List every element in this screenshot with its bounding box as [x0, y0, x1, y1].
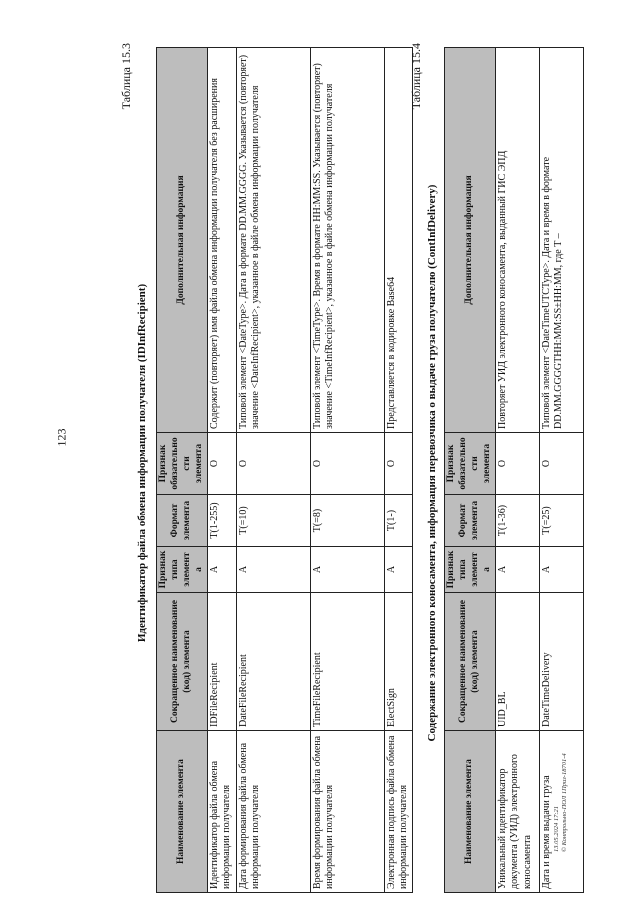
table-cell: Дата и время выдачи груза — [539, 731, 583, 893]
header-cell: Наименование элемента — [445, 731, 496, 893]
table-cell: Типовой элемент <DateTimeUTCType>. Дата и время в формате DD.MM.GGGGTHH:MM:SS±HH:MM, где T – — [539, 48, 583, 433]
header-cell: Признак обязательности элемента — [157, 433, 208, 495]
table-cell: IDFileRecipient — [207, 593, 236, 731]
table-cell: Типовой элемент <DateType>. Дата в формате DD.MM.GGGG. Указывается (повторяет) значение <DateInfRecipient>, указанное в файле обмена информации получателя — [236, 48, 310, 433]
table-cell: UID_BL — [495, 593, 539, 731]
table-number: Таблица 15.4 — [409, 43, 423, 110]
header-cell: Дополнительная информация — [157, 48, 208, 433]
table-header-row — [157, 48, 208, 893]
table-cell: Представляется в кодировке Base64 — [384, 48, 412, 433]
header-cell: Признак типа элемента — [157, 547, 208, 593]
header-cell: Сокращенное наименование (код) элемента — [157, 593, 208, 731]
table-cell: DateFileRecipient — [236, 593, 310, 731]
table-row — [310, 48, 384, 893]
header-cell: Признак обязательности элемента — [445, 433, 496, 495]
table-row — [207, 48, 236, 893]
table-row — [495, 48, 539, 893]
table-row — [236, 48, 310, 893]
table-cell: T(=25) — [539, 495, 583, 547]
table-cell: Электронная подпись файла обмена информации получателя — [384, 731, 412, 893]
table-cell: T(1-255) — [207, 495, 236, 547]
stamp-text: © Контрольно-ПОЛ 1Приз-18701-4 — [561, 753, 569, 852]
header-cell: Формат элемента — [157, 495, 208, 547]
table-cell: O — [236, 433, 310, 495]
table-cell: T(=10) — [236, 495, 310, 547]
table-number: Таблица 15.3 — [119, 43, 133, 110]
table-cell: Типовой элемент <TimeType>. Время в формате HH:MM:SS. Указывается (повторяет) значение <TimeInfRecipient>, указанное в файле обмена информации получателя — [310, 48, 384, 433]
stamp-date: 13.05.2024 17:21 — [553, 805, 560, 852]
table-cell: A — [310, 547, 384, 593]
table-cell: O — [384, 433, 412, 495]
table-cell: Время формирования файла обмена информации получателя — [310, 731, 384, 893]
table-cell: Содержит (повторяет) имя файла обмена информации получателя без расширения — [207, 48, 236, 433]
header-cell: Сокращенное наименование (код) элемента — [445, 593, 496, 731]
table-15-3 — [156, 47, 413, 893]
table-caption: Идентификатор файла обмена информации получателя (IDInfRecipient) — [136, 283, 148, 643]
page-number: 123 — [54, 428, 69, 447]
table-15-4 — [444, 47, 584, 893]
header-cell: Признак типа элемента — [445, 547, 496, 593]
table-cell: O — [207, 433, 236, 495]
table-cell: Идентификатор файла обмена информации получателя — [207, 731, 236, 893]
table-row — [539, 48, 583, 893]
table-15-4-section — [408, 33, 584, 893]
table-cell: DateTimeDelivery — [539, 593, 583, 731]
table-cell: A — [384, 547, 412, 593]
table-cell: O — [495, 433, 539, 495]
table-cell: Уникальный идентификатор документа (УИД) электронного коносамента — [495, 731, 539, 893]
table-cell: A — [539, 547, 583, 593]
table-header-row — [445, 48, 496, 893]
table-cell: Повторяет УИД электронного коносамента, выданный ГИС ЭПД — [495, 48, 539, 433]
table-cell: A — [207, 547, 236, 593]
table-cell: O — [310, 433, 384, 495]
table-caption: Содержание электронного коносамента, информация перевозчика о выдаче груза получателю (ContInfDelivery) — [426, 184, 438, 742]
table-cell: T(1-) — [384, 495, 412, 547]
table-cell: A — [495, 547, 539, 593]
table-cell: Дата формирования файла обмена информации получателя — [236, 731, 310, 893]
table-cell: A — [236, 547, 310, 593]
table-15-3-section — [118, 33, 413, 893]
header-cell: Дополнительная информация — [445, 48, 496, 433]
table-cell: ElectSign — [384, 593, 412, 731]
table-cell: T(1-36) — [495, 495, 539, 547]
header-cell: Формат элемента — [445, 495, 496, 547]
header-cell: Наименование элемента — [157, 731, 208, 893]
table-cell: TimeFileRecipient — [310, 593, 384, 731]
table-cell: T(=8) — [310, 495, 384, 547]
table-cell: O — [539, 433, 583, 495]
